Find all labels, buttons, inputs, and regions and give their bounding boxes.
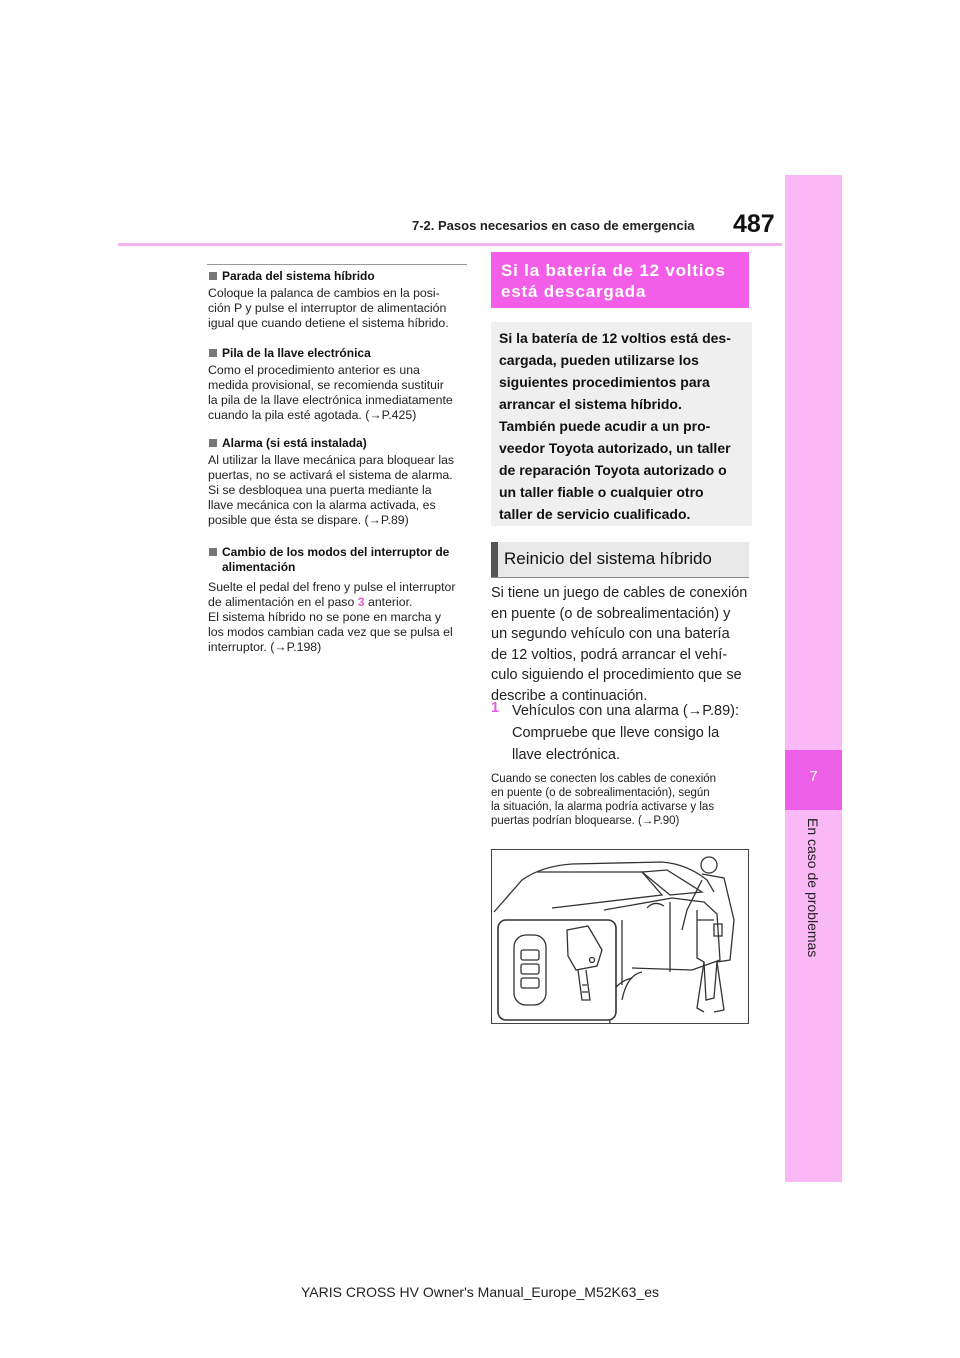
body-parada: Coloque la palanca de cambios en la posi- ción P y pulse el interruptor de alimentación igual que cuando detiene el sistema híbrido. xyxy=(208,286,449,330)
body-cambio-modos xyxy=(208,580,470,655)
left-column-divider xyxy=(207,264,467,265)
step-number: 1 xyxy=(491,700,500,716)
body-alarma: Al utilizar la llave mecánica para bloquear las puertas, no se activará el sistema de alarma. Si se desbloquea una puerta mediante la llave mecánica con la alarma activada, es posible que ésta se dispare. (→P.89) xyxy=(208,453,455,527)
chapter-number: 7 xyxy=(809,768,818,785)
header-divider xyxy=(118,243,782,246)
footer-manual-title: YARIS CROSS HV Owner's Manual_Europe_M52K63_es xyxy=(300,1284,660,1300)
page-number: 487 xyxy=(733,210,775,238)
section-heading: Reinicio del sistema híbrido xyxy=(504,549,712,568)
info-box-text: Si la batería de 12 voltios está des- cargada, pueden utilizarse los siguientes procedimientos para arrancar el sistema híbrido. También puede acudir a un pro- veedor Toyota autorizado, un taller de reparación Toyota autorizado o un taller fiable o cualquier otro taller de servicio cualificado. xyxy=(499,330,731,522)
car-key-illustration-svg xyxy=(492,850,748,1023)
chapter-title: En caso de problemas xyxy=(805,818,821,958)
step-reference: 3 xyxy=(357,595,365,609)
step-text: Vehículos con una alarma (→P.89): Compruebe que lleve consigo la llave electrónica. xyxy=(512,703,740,763)
heading-alarma: Alarma (si está instalada) xyxy=(209,436,480,451)
illustration-car-key xyxy=(491,849,749,1024)
section-heading-rule xyxy=(491,577,749,578)
note-paragraph: Cuando se conecten los cables de conexión en puente (o de sobrealimentación), según la situación, la alarma podría activarse y las puertas podrían bloquearse. (→P.90) xyxy=(491,773,717,827)
banner-title: Si la batería de 12 voltios está descargada xyxy=(501,261,726,301)
heading-cambio-modos: Cambio de los modos del interruptor de alimentación xyxy=(209,545,480,575)
heading-parada: Parada del sistema híbrido xyxy=(209,269,480,284)
body-cambio-part1: Suelte el pedal del freno y pulse el interruptor de alimentación en el paso xyxy=(208,580,456,609)
intro-paragraph: Si tiene un juego de cables de conexión en puente (o de sobrealimentación) y un segundo vehículo con una batería de 12 voltios, podrá arrancar el vehí- culo siguiendo el procedimiento que se describe a continuación. xyxy=(491,585,748,704)
chapter-tab-band xyxy=(785,175,842,1182)
body-cambio-part2: anterior. El sistema híbrido no se pone en marcha y los modos cambian cada vez que se pulsa el interruptor. (→P.198) xyxy=(208,595,453,654)
section-header: 7-2. Pasos necesarios en caso de emergencia xyxy=(412,218,695,233)
body-pila: Como el procedimiento anterior es una medida provisional, se recomienda sustituir la pila de la llave electrónica inmediatamente cuando la pila esté agotada. (→P.425) xyxy=(208,363,453,422)
heading-pila: Pila de la llave electrónica xyxy=(209,346,480,361)
